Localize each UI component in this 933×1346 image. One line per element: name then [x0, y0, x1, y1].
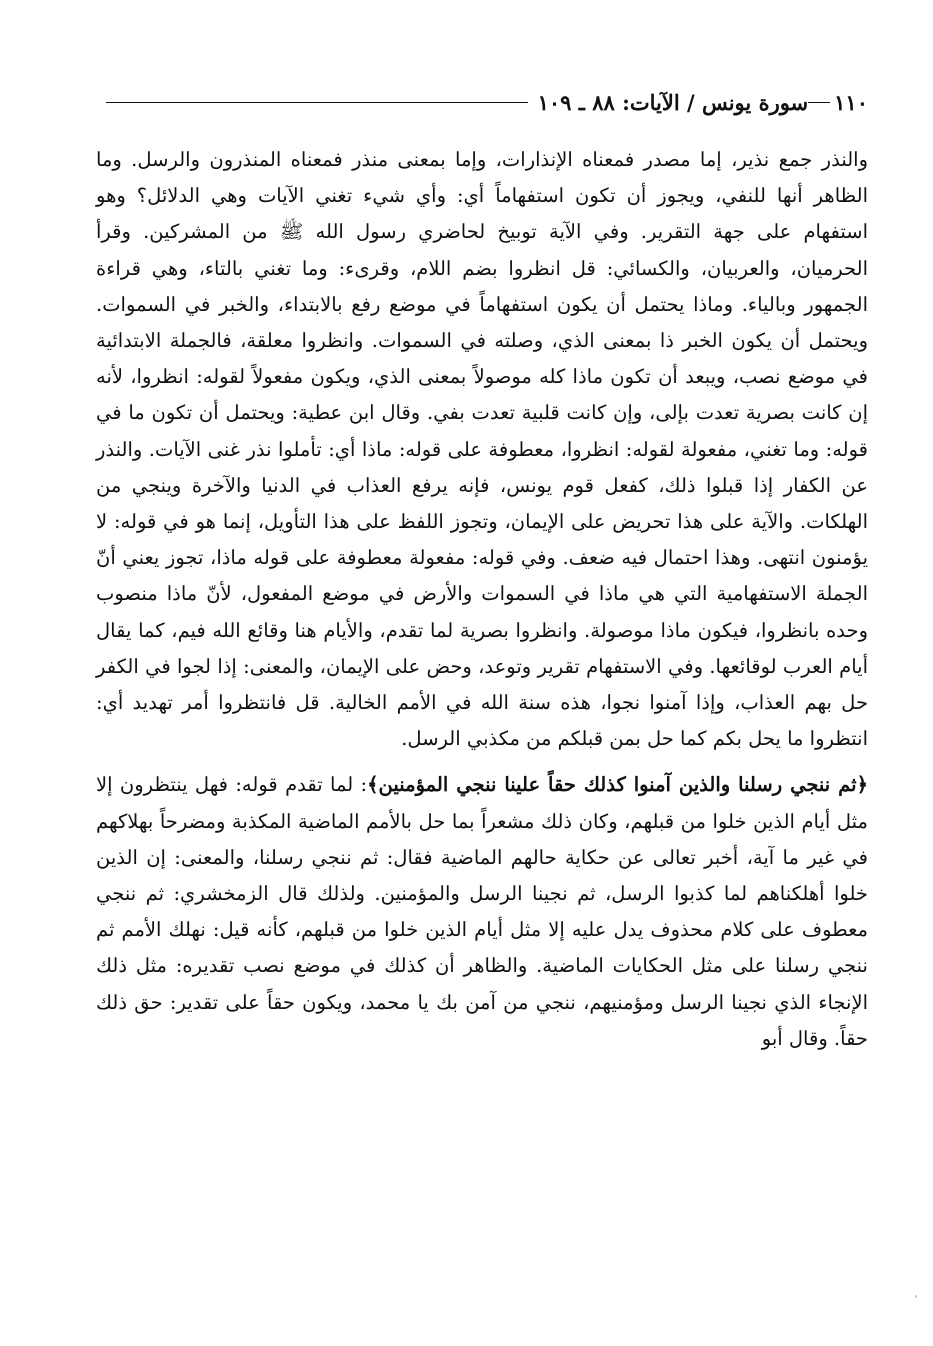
- body-text: [96, 142, 868, 1057]
- quran-verse: ﴿ثم ننجي رسلنا والذين آمنوا كذلك حقاً علينا ننجي المؤمنين﴾: [367, 773, 868, 797]
- running-header: [96, 84, 868, 120]
- book-page: [96, 84, 868, 1057]
- scan-speck: [915, 1295, 917, 1298]
- page-number: ١١٠: [834, 89, 868, 115]
- paragraph-verse-commentary: [96, 767, 868, 1057]
- header-rule: [106, 102, 528, 103]
- verse-commentary: : لما تقدم قوله: فهل ينتظرون إلا مثل أيام الذين خلوا من قبلهم، وكان ذلك مشعراً بما حل بالأمم الماضية المكذبة ومضرحاً بهلاكهم في غير ما آية، أخبر تعالى عن حكاية حالهم الماضية فقال: ثم ننجي رسلنا، والمعنى: إن الذين خلوا أهلكناهم لما كذبوا الرسل، ثم نجينا الرسل والمؤمنين. ولذلك قال الزمخشري: ثم ننجي معطوف على كلام محذوف يدل عليه إلا مثل أيام الذين خلوا من قبلهم، كأنه قيل: نهلك الأمم ثم ننجي رسلنا على مثل الحكايات الماضية. والظاهر أن كذلك في موضع نصب تقديره: مثل ذلك الإنجاء الذي نجينا الرسل ومؤمنيهم، ننجي من آمن بك يا محمد، ويكون حقاً على تقدير: حق ذلك حقاً. وقال أبو: [96, 773, 868, 1050]
- header-dash: [808, 102, 830, 103]
- paragraph-commentary: والنذر جمع نذير، إما مصدر فمعناه الإنذارات، وإما بمعنى منذر فمعناه المنذرون والرسل. وما الظاهر أنها للنفي، ويجوز أن تكون استفهاماً أي: وأي شيء تغني الآيات وهي الدلائل؟ وهو استفهام على جهة التقرير. وفي الآية توبيخ لحاضري رسول الله ﷺ من المشركين. وقرأ الحرميان، والعربيان، والكسائي: قل انظروا بضم اللام، وقرىء: وما تغني بالتاء، وهي قراءة الجمهور وبالياء. وماذا يحتمل أن يكون استفهاماً في موضع رفع بالابتداء، والخبر في السموات. ويحتمل أن يكون الخبر ذا بمعنى الذي، وصلته في السموات. وانظروا معلقة، فالجملة الابتدائية في موضع نصب، ويبعد أن تكون ماذا كله موصولاً بمعنى الذي، ويكون مفعولاً لقوله: انظروا، لأنه إن كانت بصرية تعدت بإلى، وإن كانت قلبية تعدت بفي. وقال ابن عطية: ويحتمل أن تكون ما في قوله: وما تغني، مفعولة لقوله: انظروا، معطوفة على قوله: ماذا أي: تأملوا نذر غنى الآيات. والنذر عن الكفار إذا قبلوا ذلك، كفعل قوم يونس، فإنه يرفع العذاب في الدنيا والآخرة وينجي من الهلكات. والآية على هذا تحريض على الإيمان، وتجوز اللفظ على هذا التأويل، إنما هو في قوله: لا يؤمنون انتهى. وهذا احتمال فيه ضعف. وفي قوله: مفعولة معطوفة على قوله ماذا، تجوز يعني أنّ الجملة الاستفهامية التي هي ماذا في السموات والأرض في موضع المفعول، لأنّ ماذا منصوب وحده بانظروا، فيكون ماذا موصولة. وانظروا بصرية لما تقدم، والأيام هنا وقائع الله فيم، كما يقال أيام العرب لوقائعها. وفي الاستفهام تقرير وتوعد، وحض على الإيمان، والمعنى: إذا لجوا في الكفر حل بهم العذاب، وإذا آمنوا نجوا، هذه سنة الله في الأمم الخالية. قل فانتظروا أمر تهديد أي: انتظروا ما يحل بكم كما حل بمن قبلكم من مكذبي الرسل.: [96, 148, 868, 751]
- surah-title: سورة يونس / الآيات: ٨٨ ـ ١٠٩: [537, 89, 809, 115]
